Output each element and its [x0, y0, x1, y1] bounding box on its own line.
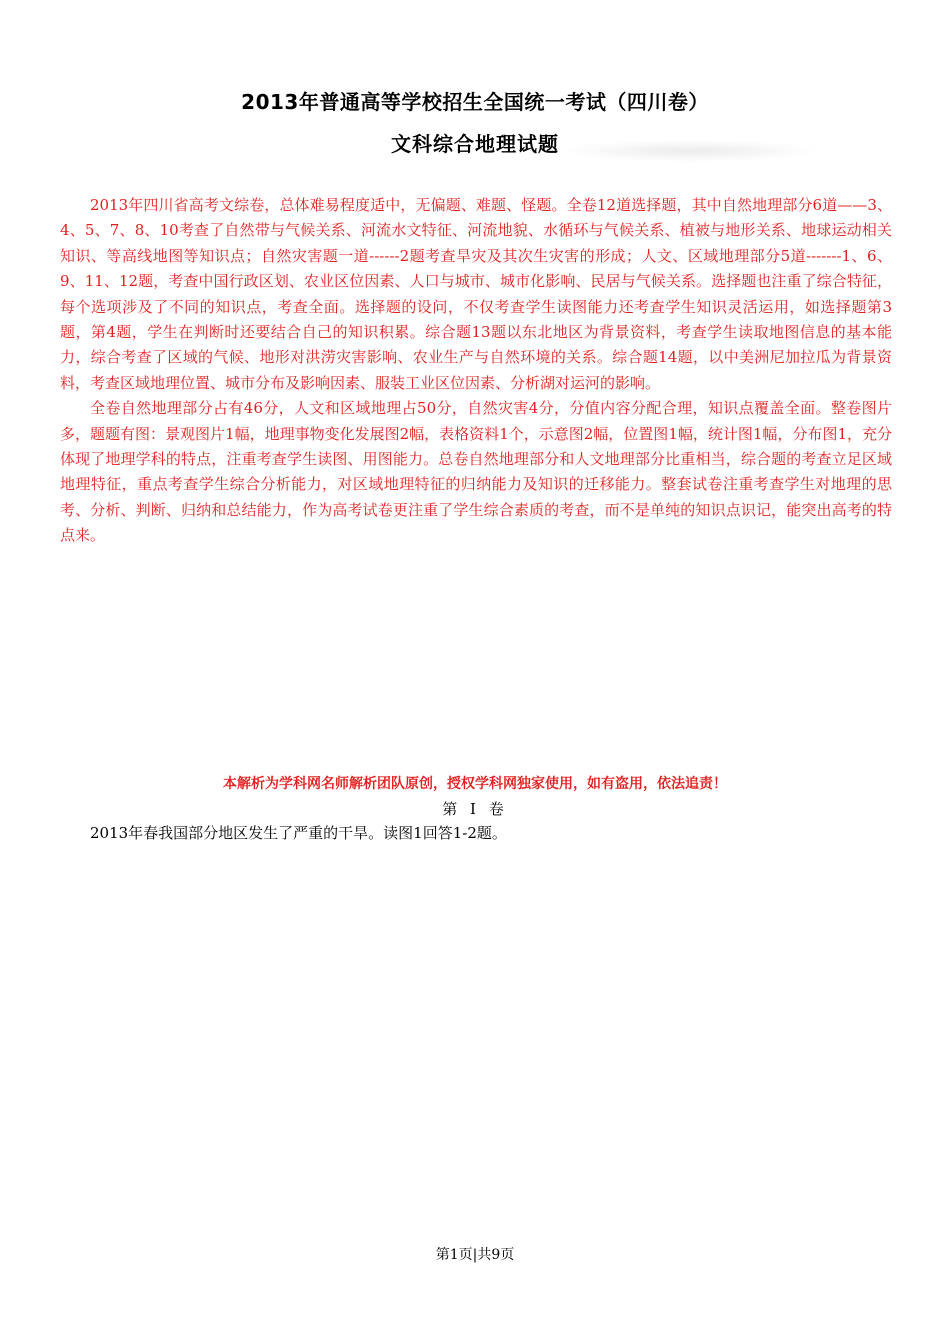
page-footer: 第1页|共9页 [435, 1247, 515, 1263]
intro-paragraph-1: 2013年四川省高考文综卷，总体难易程度适中，无偏题、难题、怪题。全卷12道选择题，其中自然地理部分6道——3、4、5、7、8、10考查了自然带与气候关系、河流水文特征、河流地貌、水循环与气候关系、植被与地形关系、地球运动相关知识、等高线地图等知识点；自然灾害题一道------2题考查旱灾及其次生灾害的形成；人文、区域地理部分5道-------1、6、9、11、12题，考查中国行政区划、农业区位因素、人口与城市、城市化影响、民居与气候关系。选择题也注重了综合特征，每个选项涉及了不同的知识点，考查全面。选择题的设问，不仅考查学生读图能力还考查学生知识灵活运用，如选择题第3题，第4题，学生在判断时还要结合自己的知识积累。综合题13题以东北地区为背景资料，考查学生读取地图信息的基本能力，综合考查了区域的气候、地形对洪涝灾害影响、农业生产与自然环境的关系。综合题14题，以中美洲尼加拉瓜为背景资料，考查区域地理位置、城市分布及影响因素、服装工业区位因素、分析湖对运河的影响。 [60, 196, 892, 392]
copyright-notice: 本解析为学科网名师解析团队原创，授权学科网独家使用，如有盗用，依法追责！ [223, 776, 727, 792]
intro-paragraph-2: 全卷自然地理部分占有46分，人文和区域地理占50分，自然灾害4分，分值内容分配合理，知识点覆盖全面。整卷图片多，题题有图：景观图片1幅，地理事物变化发展图2幅，表格资料1个，示意图2幅，位置图1幅，统计图1幅，分布图1，充分体现了地理学科的特点，注重考查学生读图、用图能力。总卷自然地理部分和人文地理部分比重相当，综合题的考查立足区域地理特征，重点考查学生综合分析能力，对区域地理特征的归纳能力及知识的迁移能力。整套试卷注重考查学生对地理的思考、分析、判断、归纳和总结能力，作为高考试卷更注重了学生综合素质的考查，而不是单纯的知识点识记，能突出高考的特点来。 [60, 399, 892, 545]
section-heading: 第 I 卷 [442, 800, 508, 818]
document-subtitle: 文科综合地理试题 [391, 132, 559, 156]
exam-analysis-intro [60, 193, 892, 549]
scan-smudge [560, 140, 820, 162]
question-stem: 2013年春我国部分地区发生了严重的干旱。读图1回答1-2题。 [90, 824, 507, 842]
document-title: 2013年普通高等学校招生全国统一考试（四川卷） [241, 90, 709, 114]
